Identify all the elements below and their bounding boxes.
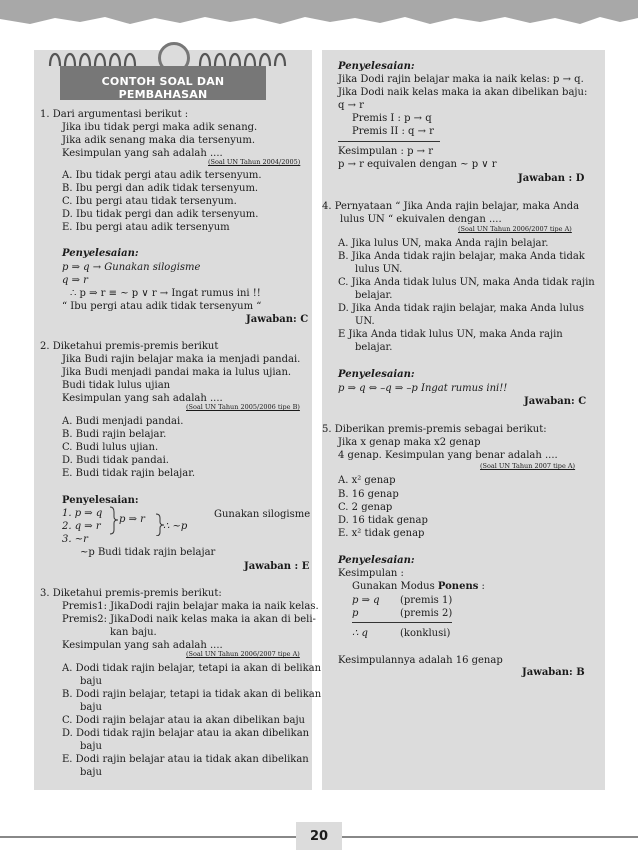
q1-solution-line: “ Ibu pergi atau adik tidak tersenyum “ (62, 301, 262, 312)
q2-line: Kesimpulan yang sah adalah .... (62, 393, 223, 404)
q5-final: Kesimpulannya adalah 16 genap (338, 655, 503, 666)
q3-line: 3. Diketahui premis-premis berikut: (40, 588, 222, 599)
q1-answer: Jawaban: C (246, 314, 309, 325)
q4-option: C. Jika Anda tidak lulus UN, maka Anda tidak rajin (338, 277, 595, 288)
q5-line: 5. Diberikan premis-premis sebagai berikut: (322, 424, 547, 435)
q3-line: kan baju. (110, 627, 157, 638)
q4-option: UN. (355, 316, 375, 327)
q3-line: Premis1: JikaDodi rajin belajar maka ia naik kelas. (62, 601, 319, 612)
q1-solution-line: ∴ p ⇒ r ≡ ~ p ∨ r → Ingat rumus ini !! (70, 288, 261, 299)
q2-solution-line: 2. q ⇒ r (62, 521, 101, 532)
q5-option: B. 16 genap (338, 489, 399, 500)
q5-conclusion-note: (konklusi) (400, 628, 451, 639)
q4-line: lulus UN “ ekuivalen dengan .... (340, 214, 502, 225)
q5-modus-suffix: : (478, 581, 485, 592)
q3-solution-line: Jika Dodi naik kelas maka ia akan dibelikan baju: (338, 87, 588, 98)
page-number-box (296, 822, 342, 850)
q5-modus-name: Ponens (437, 581, 479, 592)
q2-option: E. Budi tidak rajin belajar. (62, 468, 196, 479)
q5-option: E. x² tidak genap (338, 528, 425, 539)
section-title: CONTOH SOAL DAN PEMBAHASAN (101, 75, 225, 101)
q3-solution-line: Premis II : q → r (352, 126, 434, 137)
q3-option: C. Dodi rajin belajar atau ia akan dibelikan baju (62, 715, 305, 726)
q5-modus-line (352, 580, 485, 593)
q5-premise: p (352, 608, 359, 619)
q1-solution-label: Penyelesaian: (62, 248, 139, 259)
q5-line: 4 genap. Kesimpulan yang benar adalah .... (338, 450, 558, 461)
q2-source: (Soal UN Tahun 2005/2006 tipe B) (186, 403, 300, 411)
q5-modus-prefix: Gunakan Modus (352, 581, 438, 592)
q5-conclusion-heading: Kesimpulan : (338, 568, 404, 579)
q1-option: D. Ibu tidak pergi dan adik tersenyum. (62, 209, 259, 220)
q2-option: A. Budi menjadi pandai. (62, 416, 184, 427)
q5-conclusion: ∴ q (352, 628, 368, 639)
q2-option: B. Budi rajin belajar. (62, 429, 167, 440)
q3-solution-line: p → r equivalen dengan ~ p ∨ r (338, 159, 497, 170)
section-banner (60, 66, 266, 100)
q1-line: Jika ibu tidak pergi maka adik senang. (62, 122, 258, 133)
q4-solution-line: p ⇒ q ⇔ –q ⇒ –p Ingat rumus ini!! (338, 383, 508, 394)
q5-option: D. 16 tidak genap (338, 515, 428, 526)
q3-solution-label: Penyelesaian: (338, 61, 415, 72)
q1-solution-line: q ⇒ r (62, 275, 88, 286)
q3-option: baju (80, 702, 102, 713)
q3-solution-line: Kesimpulan : p → r (338, 146, 434, 157)
q3-option: baju (80, 767, 102, 778)
q3-line: Premis2: JikaDodi naik kelas maka ia akan di beli- (62, 614, 316, 625)
q2-solution-line: 3. ~r (62, 534, 88, 545)
q5-line: Jika x genap maka x2 genap (338, 437, 481, 448)
q5-source: (Soal UN Tahun 2007 tipe A) (480, 462, 576, 470)
q3-answer: Jawaban : D (518, 173, 585, 184)
q4-solution-label: Penyelesaian: (338, 369, 415, 380)
q3-line: Kesimpulan yang sah adalah .... (62, 640, 223, 651)
q3-option: baju (80, 741, 102, 752)
q3-source: (Soal UN Tahun 2006/2007 tipe A) (186, 650, 300, 658)
q3-option: baju (80, 676, 102, 687)
q2-line: Jika Budi menjadi pandai maka ia lulus ujian. (62, 367, 292, 378)
q5-premise-note: (premis 2) (400, 608, 453, 619)
q4-option: belajar. (355, 290, 393, 301)
q3-solution-line: Jika Dodi rajin belajar maka ia naik kelas: p → q. (338, 74, 584, 85)
q5-premise: p ⇒ q (352, 595, 380, 606)
q5-premise-note: (premis 1) (400, 595, 453, 606)
q1-source: (Soal UN Tahun 2004/2005) (208, 158, 301, 166)
q2-line: Jika Budi rajin belajar maka ia menjadi pandai. (62, 354, 301, 365)
q3-option: B. Dodi rajin belajar, tetapi ia tidak akan di belikan (62, 689, 322, 700)
q1-option: A. Ibu tidak pergi atau adik tersenyum. (62, 170, 262, 181)
q2-answer: Jawaban : E (244, 561, 310, 572)
q1-solution-line: p ⇒ q → Gunakan silogisme (62, 262, 201, 273)
q5-option: C. 2 genap (338, 502, 393, 513)
q1-option: E. Ibu pergi atau adik tersenyum (62, 222, 230, 233)
q3-solution-line: Premis I : p → q (352, 113, 432, 124)
q4-option: E Jika Anda tidak lulus UN, maka Anda rajin (338, 329, 563, 340)
torn-paper-edge (0, 0, 638, 30)
q5-option: A. x² genap (338, 475, 396, 486)
q2-brace-result: p ⇒ r (119, 514, 145, 525)
q4-option: lulus UN. (355, 264, 403, 275)
q4-option: belajar. (355, 342, 393, 353)
q2-line: 2. Diketahui premis-premis berikut (40, 341, 219, 352)
q5-answer: Jawaban: B (522, 667, 585, 678)
q2-solution-line: 1. p ⇒ q (62, 508, 103, 519)
q4-line: 4. Pernyataan “ Jika Anda rajin belajar, maka Anda (322, 201, 580, 212)
q4-option: B. Jika Anda tidak rajin belajar, maka Anda tidak (338, 251, 585, 262)
q1-option: C. Ibu pergi atau tidak tersenyum. (62, 196, 237, 207)
q1-line: 1. Dari argumentasi berikut : (40, 109, 189, 120)
q2-solution-line: ~p Budi tidak rajin belajar (80, 547, 216, 558)
q3-solution-line: q → r (338, 100, 364, 111)
q1-line: Jika adik senang maka dia tersenyum. (62, 135, 256, 146)
q4-option: D. Jika Anda tidak rajin belajar, maka Anda lulus (338, 303, 584, 314)
q1-option: B. Ibu pergi dan adik tidak tersenyum. (62, 183, 259, 194)
q2-solution-label: Penyelesaian: (62, 495, 139, 506)
q3-option: A. Dodi tidak rajin belajar, tetapi ia akan di belikan (62, 663, 322, 674)
q3-solution-rule (338, 141, 440, 142)
q4-option: A. Jika lulus UN, maka Anda rajin belajar. (338, 238, 549, 249)
q4-answer: Jawaban: C (524, 396, 587, 407)
q2-solution-note: Gunakan silogisme (214, 509, 311, 520)
q5-solution-rule (352, 622, 452, 623)
q2-option: D. Budi tidak pandai. (62, 455, 169, 466)
q3-option: D. Dodi tidak rajin belajar atau ia akan dibelikan (62, 728, 310, 739)
q2-option: C. Budi lulus ujian. (62, 442, 159, 453)
page-number: 20 (309, 829, 329, 844)
q1-line: Kesimpulan yang sah adalah .... (62, 148, 223, 159)
q2-brace-conclusion: ∴ ~p (163, 521, 188, 532)
q2-line: Budi tidak lulus ujian (62, 380, 171, 391)
q3-option: E. Dodi rajin belajar atau ia tidak akan dibelikan (62, 754, 309, 765)
q4-source: (Soal UN Tahun 2006/2007 tipe A) (458, 225, 572, 233)
q5-solution-label: Penyelesaian: (338, 555, 415, 566)
